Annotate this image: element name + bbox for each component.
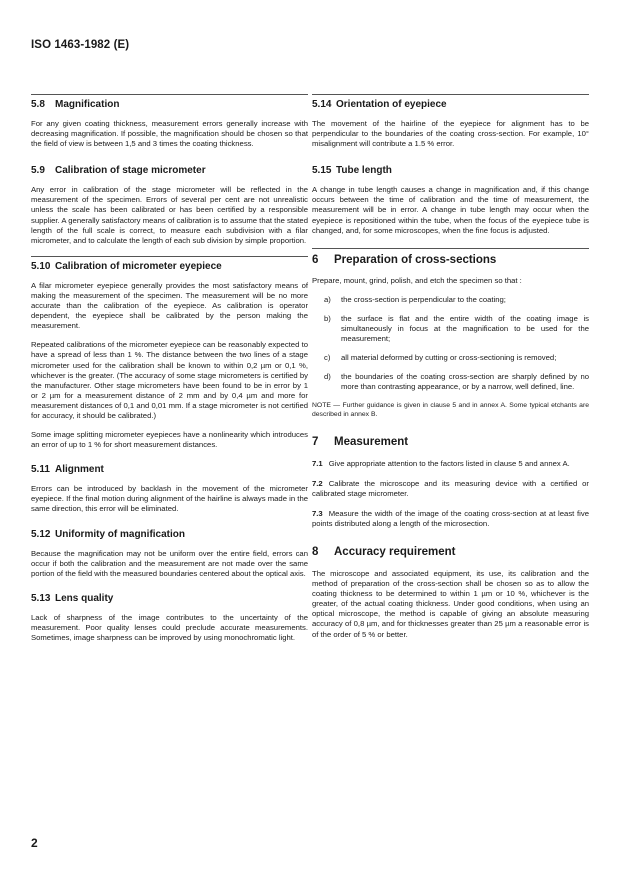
document-header: ISO 1463-1982 (E) [31,39,130,51]
section-heading-5-8: 5.8 Magnification [31,99,120,110]
clause-7-2: 7.2 Calibrate the microscope and its measuring device with a certified or calibrated stage micrometer. [312,478,589,498]
paragraph-5-14: The movement of the hairline of the eyepiece for alignment has to be perpendicular to the boundaries of the coating cross-section. For example, 10° misalignment will contribute a 1.5 % error. [312,119,589,149]
section-heading-6: 6 Preparation of cross-sections [312,253,497,266]
section-heading-5-14: 5.14 Orientation of eyepiece [312,99,447,110]
section-heading-5-13: 5.13 Lens quality [31,592,114,604]
paragraph-5-10-c: Some image splitting micrometer eyepieces have a nonlinearity which introduces an error of up to 1 % for short measurement distances. [31,430,308,450]
paragraph-5-12: Because the magnification may not be uniform over the entire field, errors can occur if both the calibration and the measurement are not made over the same portion of the field with the measured boundaries centered about the optical axis. [31,548,308,578]
paragraph-5-9: Any error in calibration of the stage micrometer will be reflected in the measurement of the specimen. Errors of several per cent are not unrealistic unless the scale has been calibrated or has been certified by a responsible supplier. A generally satisfactory means of calibration is to assume that the stated length of the full scale is correct, to measure each subdivision with a filar micrometer, and to calculate the length of each sub division by simple proportion. [31,185,308,245]
paragraph-5-11: Errors can be introduced by backlash in the movement of the micrometer eyepiece. If the final motion during alignment of the hairline is always made in the same direction, this error will be eliminated. [31,484,308,514]
paragraph-5-10-b: Repeated calibrations of the micrometer eyepiece can be reasonably expected to have a spread of less than 1 %. The distance between the two lines of a stage micrometer used for the calibration shall be known to within 0,2 µm or 0,1 %, whichever is the greater. (The accuracy of some stage micrometers is certified by the manufacturer. Other stage micrometers have been found to be in error by 1 or 2 µm for a measurement distance of 2 mm and by 0,4 µm and more for measurement distances of 0,1 and 0,01 mm. If a stage micrometer is not certified for accuracy, it should be calibrated.) [31,340,308,420]
right-column [312,94,589,640]
section-heading-5-15: 5.15 Tube length [312,165,392,177]
list-item: b) the surface is flat and the entire width of the coating image is simultaneously in focus at the magnification to be used for the measurement; [324,313,589,344]
section-heading-5-9: 5.9 Calibration of stage micrometer [31,165,206,177]
section-heading-8: 8 Accuracy requirement [312,545,456,558]
section-heading-5-10: 5.10 Calibration of micrometer eyepiece [31,260,222,272]
paragraph-5-8: For any given coating thickness, measurement errors generally increase with decreasing magnification. If possible, the magnification should be chosen so that the field of view is between 1,5 and 3 times the coating thickness. [31,119,308,149]
section-heading-5-12: 5.12 Uniformity of magnification [31,528,185,540]
list-item: d) the boundaries of the coating cross-section are sharply defined by no more than contrasting appearance, or by a narrow, well defined, line. [324,372,589,392]
paragraph-5-10-a: A filar micrometer eyepiece generally provides the most satisfactory means of making the measurement of the specimen. The measurement will be no more accurate than the calibration of the eyepiece. As calibration is operator dependent, the eyepiece shall be calibrated by the person making the measurement. [31,280,308,331]
left-column [31,94,308,643]
paragraph-5-13: Lack of sharpness of the image contributes to the uncertainty of the measurement. Poor quality lenses could preclude accurate measurements. Sometimes, image sharpness can be improved by using monochromatic light. [31,612,308,642]
paragraph-5-15: A change in tube length causes a change in magnification and, if this change occurs between the time of calibration and the time of measurement, the measurement will be in error. A change in tube length may occur when the eyepiece is repositioned within the tube, when the focus of the eyepiece tube is changed, and, for some microscopes, when the fine focus is adjusted. [312,185,589,235]
section-heading-5-11: 5.11 Alignment [31,464,104,476]
clause-7-1: 7.1 Give appropriate attention to the factors listed in clause 5 and annex A. [312,458,570,468]
list-item: c) all material deformed by cutting or cross-sectioning is removed; [324,353,557,363]
paragraph-8: The microscope and associated equipment, its use, its calibration and the method of preparation of the cross-section shall be chosen so as to allow the coating thickness to be determined to within 1 µm or 10 %, whichever is the greater, of the actual coating thickness. Under good conditions, when using an optical microscope, the method is capable of giving an absolute measuring accuracy of 0,8 µm, and for thicknesses greater than 25 µm a reasonable error is of the order of 5 % or better. [312,568,589,639]
note: NOTE — Further guidance is given in clause 5 and in annex A. Some typical etchants are described in annex B. [312,401,589,418]
section-heading-7: 7 Measurement [312,435,409,448]
paragraph-6-intro: Prepare, mount, grind, polish, and etch the specimen so that : [312,275,522,285]
list-item: a) the cross-section is perpendicular to the coating; [324,294,506,304]
page-number: 2 [31,836,38,850]
clause-7-3: 7.3 Measure the width of the image of the coating cross-section at at least five points distributed along a length of the microsection. [312,508,589,528]
